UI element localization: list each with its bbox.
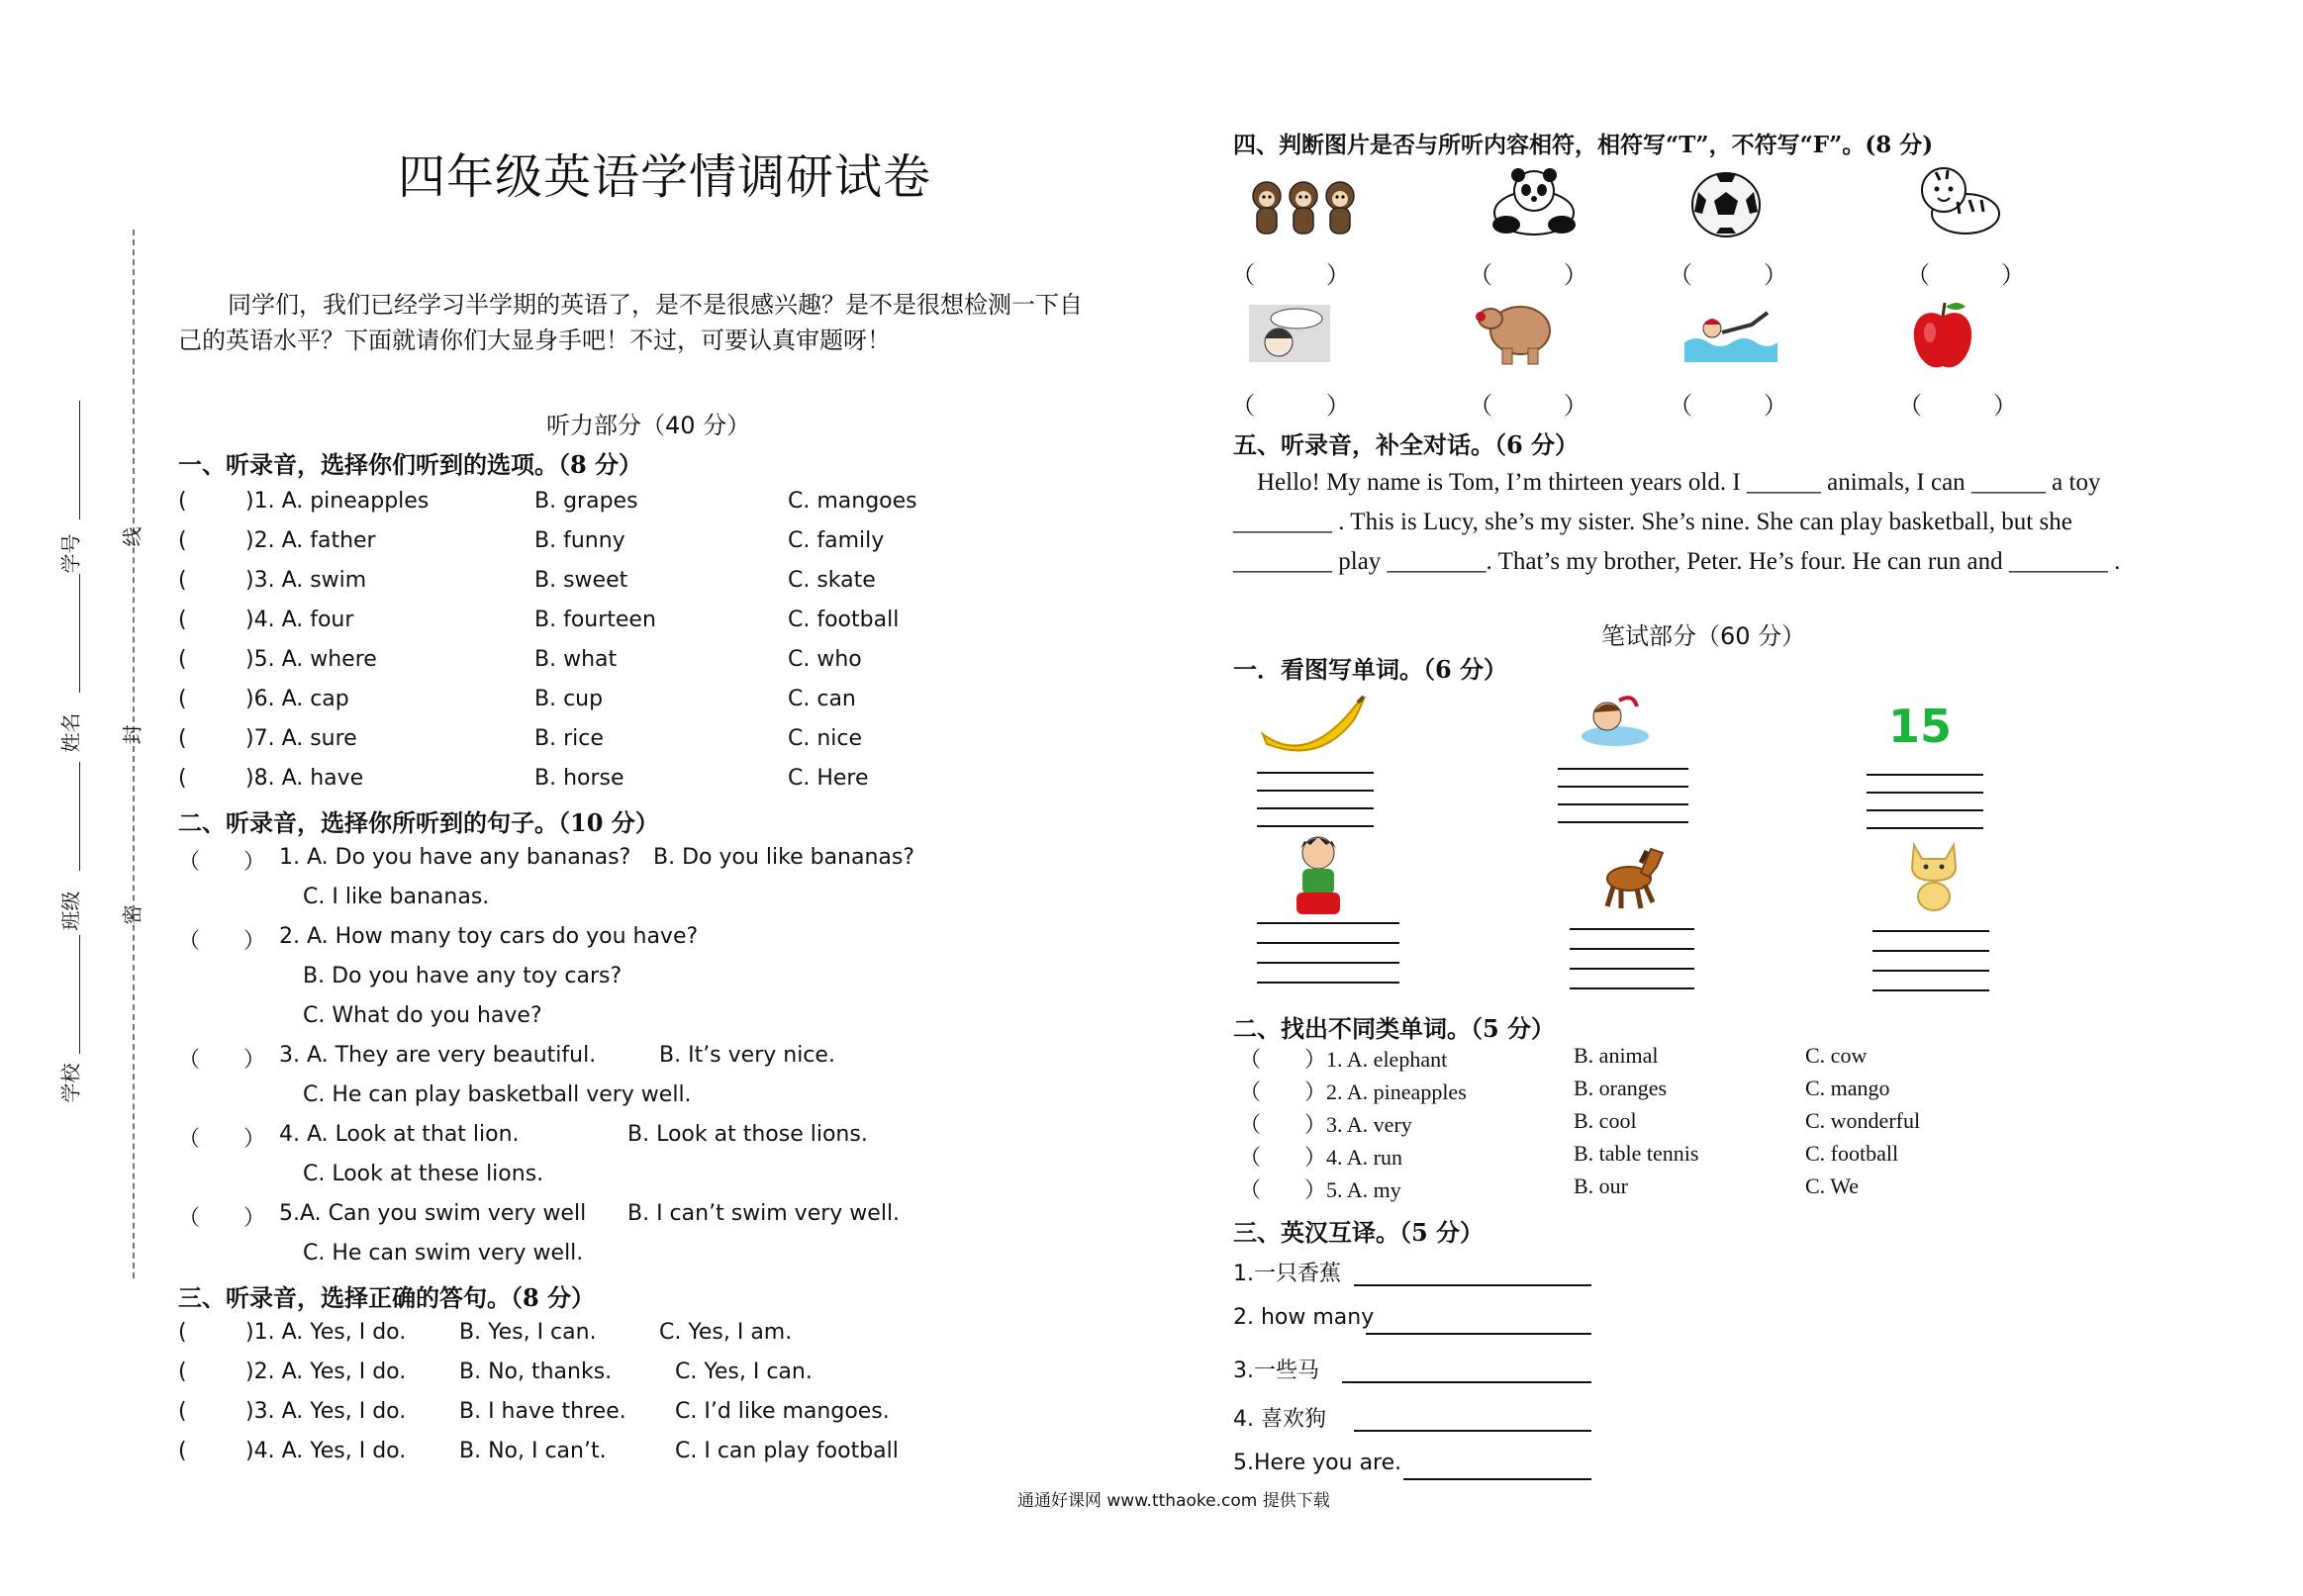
option-c[interactable]: C. mango <box>1805 1076 1890 1100</box>
option-a[interactable]: )2. A. father <box>245 528 376 553</box>
option-b[interactable]: B. I have three. <box>459 1399 626 1424</box>
answer-paren[interactable]: （ <box>1239 1047 1262 1072</box>
option-c[interactable]: C. I can play football <box>675 1439 899 1463</box>
field-label-school: 学校 <box>58 1063 83 1103</box>
option-a[interactable]: )8. A. have <box>245 766 364 791</box>
option-a[interactable]: )3. A. swim <box>245 568 367 593</box>
part4-answer-4[interactable]: （ ） <box>1906 263 2025 289</box>
sentence-option[interactable]: C. Look at these lions. <box>303 1162 544 1186</box>
translation-answer-line[interactable] <box>1403 1478 1591 1480</box>
answer-paren[interactable]: ( <box>178 568 187 593</box>
option-b[interactable]: B. sweet <box>534 568 628 593</box>
sentence-option[interactable]: 4. A. Look at that lion. <box>279 1122 520 1147</box>
option-b[interactable]: B. grapes <box>534 489 638 514</box>
w1-line[interactable] <box>1872 950 1989 952</box>
w1-line[interactable] <box>1867 809 1983 811</box>
option-a[interactable]: )1. A. pineapples <box>245 489 430 514</box>
option-b[interactable]: B. animal <box>1574 1043 1659 1068</box>
option-b[interactable]: B. No, I can’t. <box>459 1439 607 1463</box>
answer-paren[interactable]: （ ） <box>178 1048 266 1073</box>
option-c[interactable]: C. can <box>788 687 856 711</box>
w1-line[interactable] <box>1257 807 1374 809</box>
horse-icon <box>1595 839 1667 910</box>
svg-text:15: 15 <box>1888 701 1953 750</box>
option-c[interactable]: C. mangoes <box>788 489 917 514</box>
option-b[interactable]: B. our <box>1574 1174 1628 1198</box>
field-line-name <box>79 574 80 693</box>
answer-paren[interactable]: （ ） <box>178 1127 266 1152</box>
footer-credit: 通通好课网 www.tthaoke.com 提供下载 <box>1017 1491 1330 1511</box>
sentence-option[interactable]: C. He can swim very well. <box>303 1241 584 1266</box>
option-c[interactable]: C. football <box>788 608 900 632</box>
w1-line[interactable] <box>1867 792 1983 794</box>
sentence-option[interactable]: 2. A. How many toy cars do you have? <box>279 924 699 949</box>
binding-dashed-line <box>133 230 135 1278</box>
answer-paren[interactable]: （ <box>1239 1112 1262 1137</box>
monkeys-icon <box>1249 176 1358 241</box>
option-a[interactable]: ）1. A. elephant <box>1304 1047 1448 1072</box>
dog-icon <box>1469 297 1558 366</box>
w1-heading: 一．看图写单词。（6 分） <box>1233 655 1508 684</box>
option-c[interactable]: C. I’d like mangoes. <box>675 1399 890 1424</box>
option-c[interactable]: C. who <box>788 647 862 672</box>
answer-paren[interactable]: （ <box>1239 1177 1262 1202</box>
part4-answer-3[interactable]: （ ） <box>1669 263 1787 289</box>
sentence-option[interactable]: B. Do you have any toy cars? <box>303 964 623 988</box>
sentence-option[interactable]: C. What do you have? <box>303 1003 542 1028</box>
banana-icon <box>1259 695 1368 762</box>
option-b[interactable]: B. fourteen <box>534 608 656 632</box>
answer-paren[interactable]: ( <box>178 1320 187 1345</box>
intro-line-1: 同学们，我们已经学习半学期的英语了，是不是很感兴趣？是不是很想检测一下自 <box>228 291 1083 319</box>
w1-line[interactable] <box>1570 928 1694 930</box>
w1-line[interactable] <box>1570 987 1694 989</box>
w1-line[interactable] <box>1867 827 1983 829</box>
part5-heading: 五、听录音，补全对话。（6 分） <box>1233 430 1580 459</box>
option-c[interactable]: C. nice <box>788 726 863 751</box>
fifteen-icon <box>1886 701 1956 750</box>
part1-heading: 一、听录音，选择你们听到的选项。（8 分） <box>178 450 643 479</box>
translation-answer-line[interactable] <box>1342 1381 1591 1383</box>
w1-line[interactable] <box>1570 968 1694 970</box>
option-b[interactable]: B. cool <box>1574 1108 1637 1133</box>
part4-heading: 四、判断图片是否与所听内容相符，相符写“T”，不符写“F”。(8 分) <box>1233 132 1934 158</box>
option-a[interactable]: ）5. A. my <box>1304 1177 1401 1202</box>
answer-paren[interactable]: ( <box>178 647 187 672</box>
answer-paren[interactable]: ( <box>178 489 187 514</box>
w1-line[interactable] <box>1257 790 1374 792</box>
intro-line-2: 己的英语水平？下面就请你们大显身手吧！不过，可要认真审题呀！ <box>178 327 891 354</box>
option-c[interactable]: C. We <box>1805 1174 1860 1198</box>
thinking-girl-icon <box>1249 305 1330 362</box>
seal-word-line: 线 <box>120 526 144 547</box>
w1-line[interactable] <box>1558 803 1688 805</box>
translation-answer-line[interactable] <box>1366 1333 1591 1335</box>
w1-line[interactable] <box>1257 772 1374 774</box>
tiger-icon <box>1914 160 2009 239</box>
option-a[interactable]: ）4. A. run <box>1304 1145 1403 1170</box>
swimming-icon <box>1682 303 1777 362</box>
field-line-school <box>79 935 80 1054</box>
answer-paren[interactable]: ( <box>178 1360 187 1384</box>
answer-paren[interactable]: ( <box>178 726 187 751</box>
answer-paren[interactable]: ( <box>178 608 187 632</box>
translation-answer-line[interactable] <box>1354 1284 1591 1286</box>
sentence-option[interactable]: C. He can play basketball very well. <box>303 1082 692 1107</box>
field-line-student-id <box>79 401 80 519</box>
seal-word-seal: 封 <box>120 724 144 745</box>
option-b[interactable]: B. Yes, I can. <box>459 1320 597 1345</box>
translation-prompt: 1.一只香蕉 <box>1233 1262 1341 1286</box>
w1-line[interactable] <box>1257 942 1399 944</box>
answer-paren[interactable]: ( <box>178 528 187 553</box>
sentence-option[interactable]: 5.A. Can you swim very well <box>279 1201 587 1226</box>
option-a[interactable]: )1. A. Yes, I do. <box>245 1320 407 1345</box>
option-b[interactable]: B. oranges <box>1574 1076 1668 1100</box>
translation-prompt: 5.Here you are. <box>1233 1451 1402 1475</box>
answer-paren[interactable]: （ ） <box>178 929 266 954</box>
listening-header: 听力部分（40 分） <box>546 412 751 439</box>
page-title: 四年级英语学情调研试卷 <box>398 149 932 205</box>
panda-icon <box>1485 163 1583 237</box>
apple-icon <box>1908 299 1977 374</box>
w1-line[interactable] <box>1257 982 1399 984</box>
option-b[interactable]: B. horse <box>534 766 624 791</box>
w3-heading: 三、英汉互译。（5 分） <box>1233 1218 1485 1247</box>
field-line-class <box>79 762 80 871</box>
part5-line-2: ________ . This is Lucy, she’s my sister. She’s nine. She can play basketball, but she <box>1233 509 2072 535</box>
w1-line[interactable] <box>1872 930 1989 932</box>
w1-line[interactable] <box>1867 774 1983 776</box>
answer-paren[interactable]: ( <box>178 1439 187 1463</box>
option-a[interactable]: )6. A. cap <box>245 687 349 711</box>
option-b[interactable]: B. rice <box>534 726 604 751</box>
answer-paren[interactable]: ( <box>178 1399 187 1424</box>
option-c[interactable]: C. Here <box>788 766 869 791</box>
option-c[interactable]: C. wonderful <box>1805 1108 1921 1133</box>
part4-answer-6[interactable]: （ ） <box>1469 394 1587 420</box>
part5-line-1: Hello! My name is Tom, I’m thirteen years old. I ______ animals, I can ______ a toy <box>1257 469 2101 496</box>
w1-line[interactable] <box>1257 922 1399 924</box>
translation-answer-line[interactable] <box>1354 1430 1591 1432</box>
football-icon <box>1688 170 1764 239</box>
option-c[interactable]: C. Yes, I am. <box>659 1320 793 1345</box>
w1-line[interactable] <box>1558 821 1688 823</box>
option-c[interactable]: C. skate <box>788 568 876 593</box>
w1-line[interactable] <box>1558 768 1688 770</box>
cat-icon <box>1904 837 1964 912</box>
translation-prompt: 3.一些马 <box>1233 1359 1319 1383</box>
option-b[interactable]: B. No, thanks. <box>459 1360 613 1384</box>
w1-line[interactable] <box>1872 989 1989 991</box>
part4-answer-5[interactable]: （ ） <box>1231 394 1350 420</box>
sentence-option[interactable]: C. I like bananas. <box>303 885 490 909</box>
written-header: 笔试部分（60 分） <box>1601 622 1806 650</box>
option-a[interactable]: )4. A. Yes, I do. <box>245 1439 407 1463</box>
option-a[interactable]: )2. A. Yes, I do. <box>245 1360 407 1384</box>
answer-paren[interactable]: （ ） <box>178 850 266 875</box>
w1-line[interactable] <box>1257 962 1399 964</box>
sentence-option[interactable]: B. Look at those lions. <box>627 1122 868 1147</box>
seal-word-secret: 密 <box>120 904 144 925</box>
option-c[interactable]: C. cow <box>1805 1043 1868 1068</box>
field-label-class: 班级 <box>58 891 83 931</box>
part4-answer-1[interactable]: （ ） <box>1231 263 1350 289</box>
sentence-option[interactable]: B. I can’t swim very well. <box>627 1201 901 1226</box>
part4-answer-2[interactable]: （ ） <box>1469 263 1587 289</box>
boy-icon <box>1289 831 1348 916</box>
part3-heading: 三、听录音，选择正确的答句。（8 分） <box>178 1283 596 1312</box>
w1-line[interactable] <box>1570 948 1694 950</box>
answer-paren[interactable]: ( <box>178 687 187 711</box>
w1-line[interactable] <box>1558 786 1688 788</box>
answer-paren[interactable]: （ <box>1239 1080 1262 1104</box>
field-label-name: 姓名 <box>58 712 83 753</box>
translation-prompt: 4. 喜欢狗 <box>1233 1407 1326 1432</box>
answer-paren[interactable]: （ <box>1239 1145 1262 1170</box>
option-a[interactable]: ）2. A. pineapples <box>1304 1080 1467 1104</box>
option-c[interactable]: C. Yes, I can. <box>675 1360 813 1384</box>
option-c[interactable]: C. football <box>1805 1141 1899 1166</box>
option-a[interactable]: )5. A. where <box>245 647 377 672</box>
translation-prompt: 2. how many <box>1233 1305 1375 1330</box>
sentence-option[interactable]: 3. A. They are very beautiful. <box>279 1043 597 1068</box>
option-b[interactable]: B. what <box>534 647 618 672</box>
option-b[interactable]: B. table tennis <box>1574 1141 1699 1166</box>
sleeping-icon <box>1580 693 1651 748</box>
w2-heading: 二、找出不同类单词。（5 分） <box>1233 1014 1556 1043</box>
sentence-option[interactable]: 1. A. Do you have any bananas? <box>279 845 631 870</box>
option-a[interactable]: )7. A. sure <box>245 726 357 751</box>
answer-paren[interactable]: （ ） <box>178 1206 266 1231</box>
part4-answer-7[interactable]: （ ） <box>1669 394 1787 420</box>
option-b[interactable]: B. funny <box>534 528 625 553</box>
option-a[interactable]: )4. A. four <box>245 608 354 632</box>
answer-paren[interactable]: ( <box>178 766 187 791</box>
w1-line[interactable] <box>1257 825 1374 827</box>
option-a[interactable]: ）3. A. very <box>1304 1112 1412 1137</box>
part5-line-3: ________ play ________. That’s my brother, Peter. He’s four. He can run and ________ . <box>1233 548 2121 575</box>
option-a[interactable]: )3. A. Yes, I do. <box>245 1399 407 1424</box>
part4-answer-8[interactable]: （ ） <box>1898 394 2017 420</box>
sentence-option[interactable]: B. It’s very nice. <box>659 1043 835 1068</box>
field-label-student-id: 学号 <box>58 533 83 574</box>
option-b[interactable]: B. cup <box>534 687 604 711</box>
part2-heading: 二、听录音，选择你所听到的句子。（10 分） <box>178 808 659 837</box>
sentence-option[interactable]: B. Do you like bananas? <box>653 845 915 870</box>
w1-line[interactable] <box>1872 970 1989 972</box>
option-c[interactable]: C. family <box>788 528 885 553</box>
